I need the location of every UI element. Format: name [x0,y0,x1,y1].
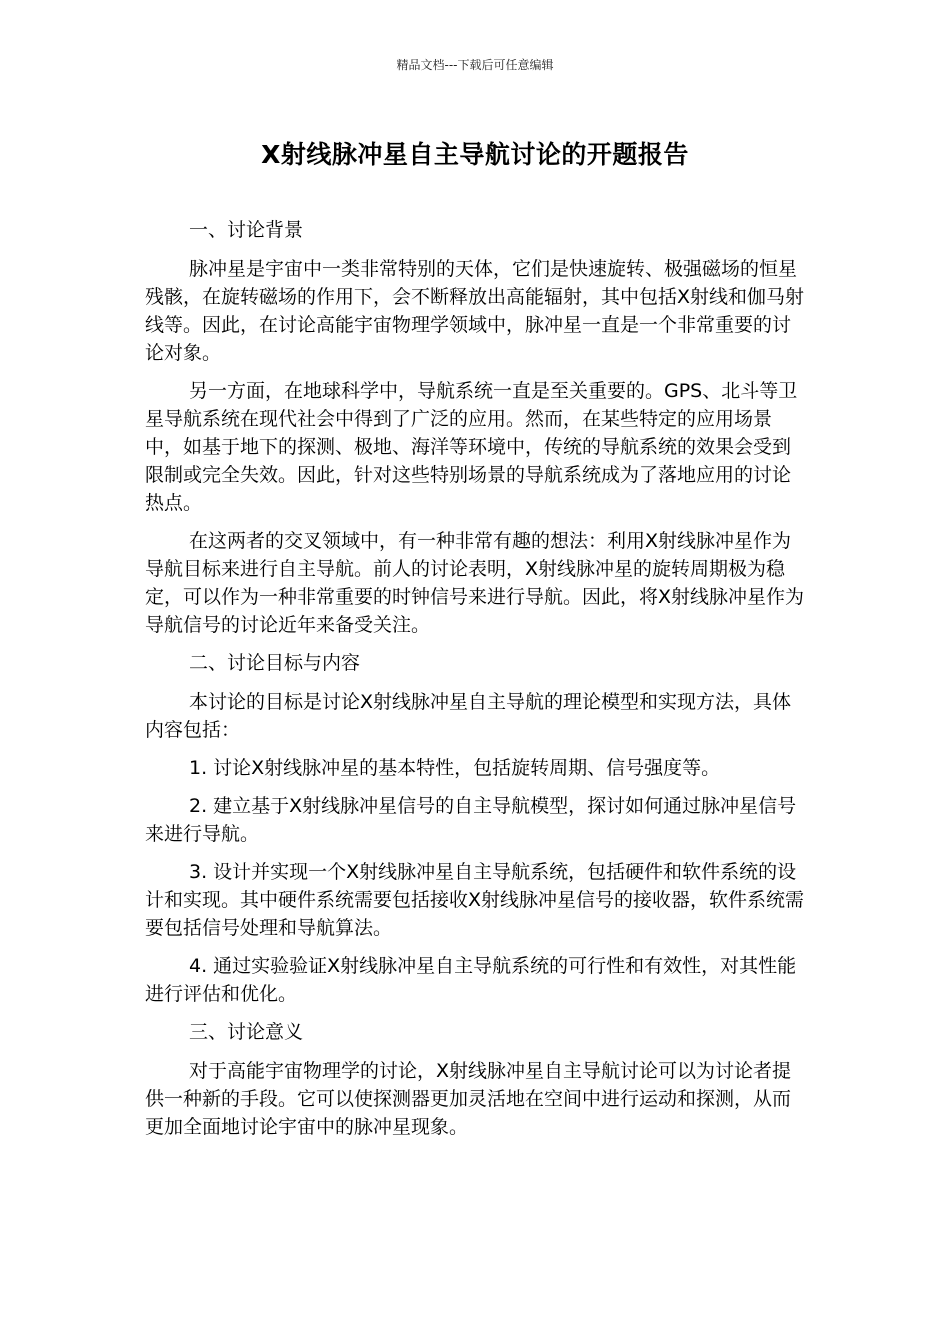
paragraph-intersection: 在这两者的交叉领域中，有一种非常有趣的想法：利用X射线脉冲星作为导航目标来进行自主导航。前人的讨论表明，X射线脉冲星的旋转周期极为稳定，可以作为一种非常重要的时钟信号来进行导航。因此，将X射线脉冲星作为导航信号的讨论近年来备受关注。 [145,530,805,636]
paragraph-navigation-systems: 另一方面，在地球科学中，导航系统一直是至关重要的。GPS、北斗等卫星导航系统在现代社会中得到了广泛的应用。然而，在某些特定的应用场景中，如基于地下的探测、极地、海洋等环境中，传统的导航系统的效果会受到限制或完全失效。因此，针对这些特别场景的导航系统成为了落地应用的讨论热点。 [145,380,798,514]
list-item-4: 4. 通过实验验证X射线脉冲星自主导航系统的可行性和有效性，对其性能进行评估和优化。 [145,955,797,1005]
document-body [145,216,805,1151]
section-heading-background: 一、讨论背景 [189,219,304,241]
section-heading-significance: 三、讨论意义 [189,1021,304,1043]
list-item-3: 3. 设计并实现一个X射线脉冲星自主导航系统，包括硬件和软件系统的设计和实现。其中硬件系统需要包括接收X射线脉冲星信号的接收器，软件系统需要包括信号处理和导航算法。 [145,861,805,939]
paragraph-pulsar-intro: 脉冲星是宇宙中一类非常特别的天体，它们是快速旋转、极强磁场的恒星残骸，在旋转磁场的作用下，会不断释放出高能辐射，其中包括X射线和伽马射线等。因此，在讨论高能宇宙物理学领域中，脉冲星一直是一个非常重要的讨论对象。 [145,258,805,364]
paragraph-goal-intro: 本讨论的目标是讨论X射线脉冲星自主导航的理论模型和实现方法，具体内容包括： [145,691,792,741]
paragraph-significance: 对于高能宇宙物理学的讨论，X射线脉冲星自主导航讨论可以为讨论者提供一种新的手段。它可以使探测器更加灵活地在空间中进行运动和探测，从而更加全面地讨论宇宙中的脉冲星现象。 [145,1060,792,1138]
section-heading-goals: 二、讨论目标与内容 [189,652,361,674]
document-title: X射线脉冲星自主导航讨论的开题报告 [261,140,689,169]
page-header-note: 精品文档---下载后可任意编辑 [396,58,554,72]
list-item-2: 2. 建立基于X射线脉冲星信号的自主导航模型，探讨如何通过脉冲星信号来进行导航。 [145,795,797,845]
list-item-1: 1. 讨论X射线脉冲星的基本特性，包括旋转周期、信号强度等。 [189,757,721,779]
